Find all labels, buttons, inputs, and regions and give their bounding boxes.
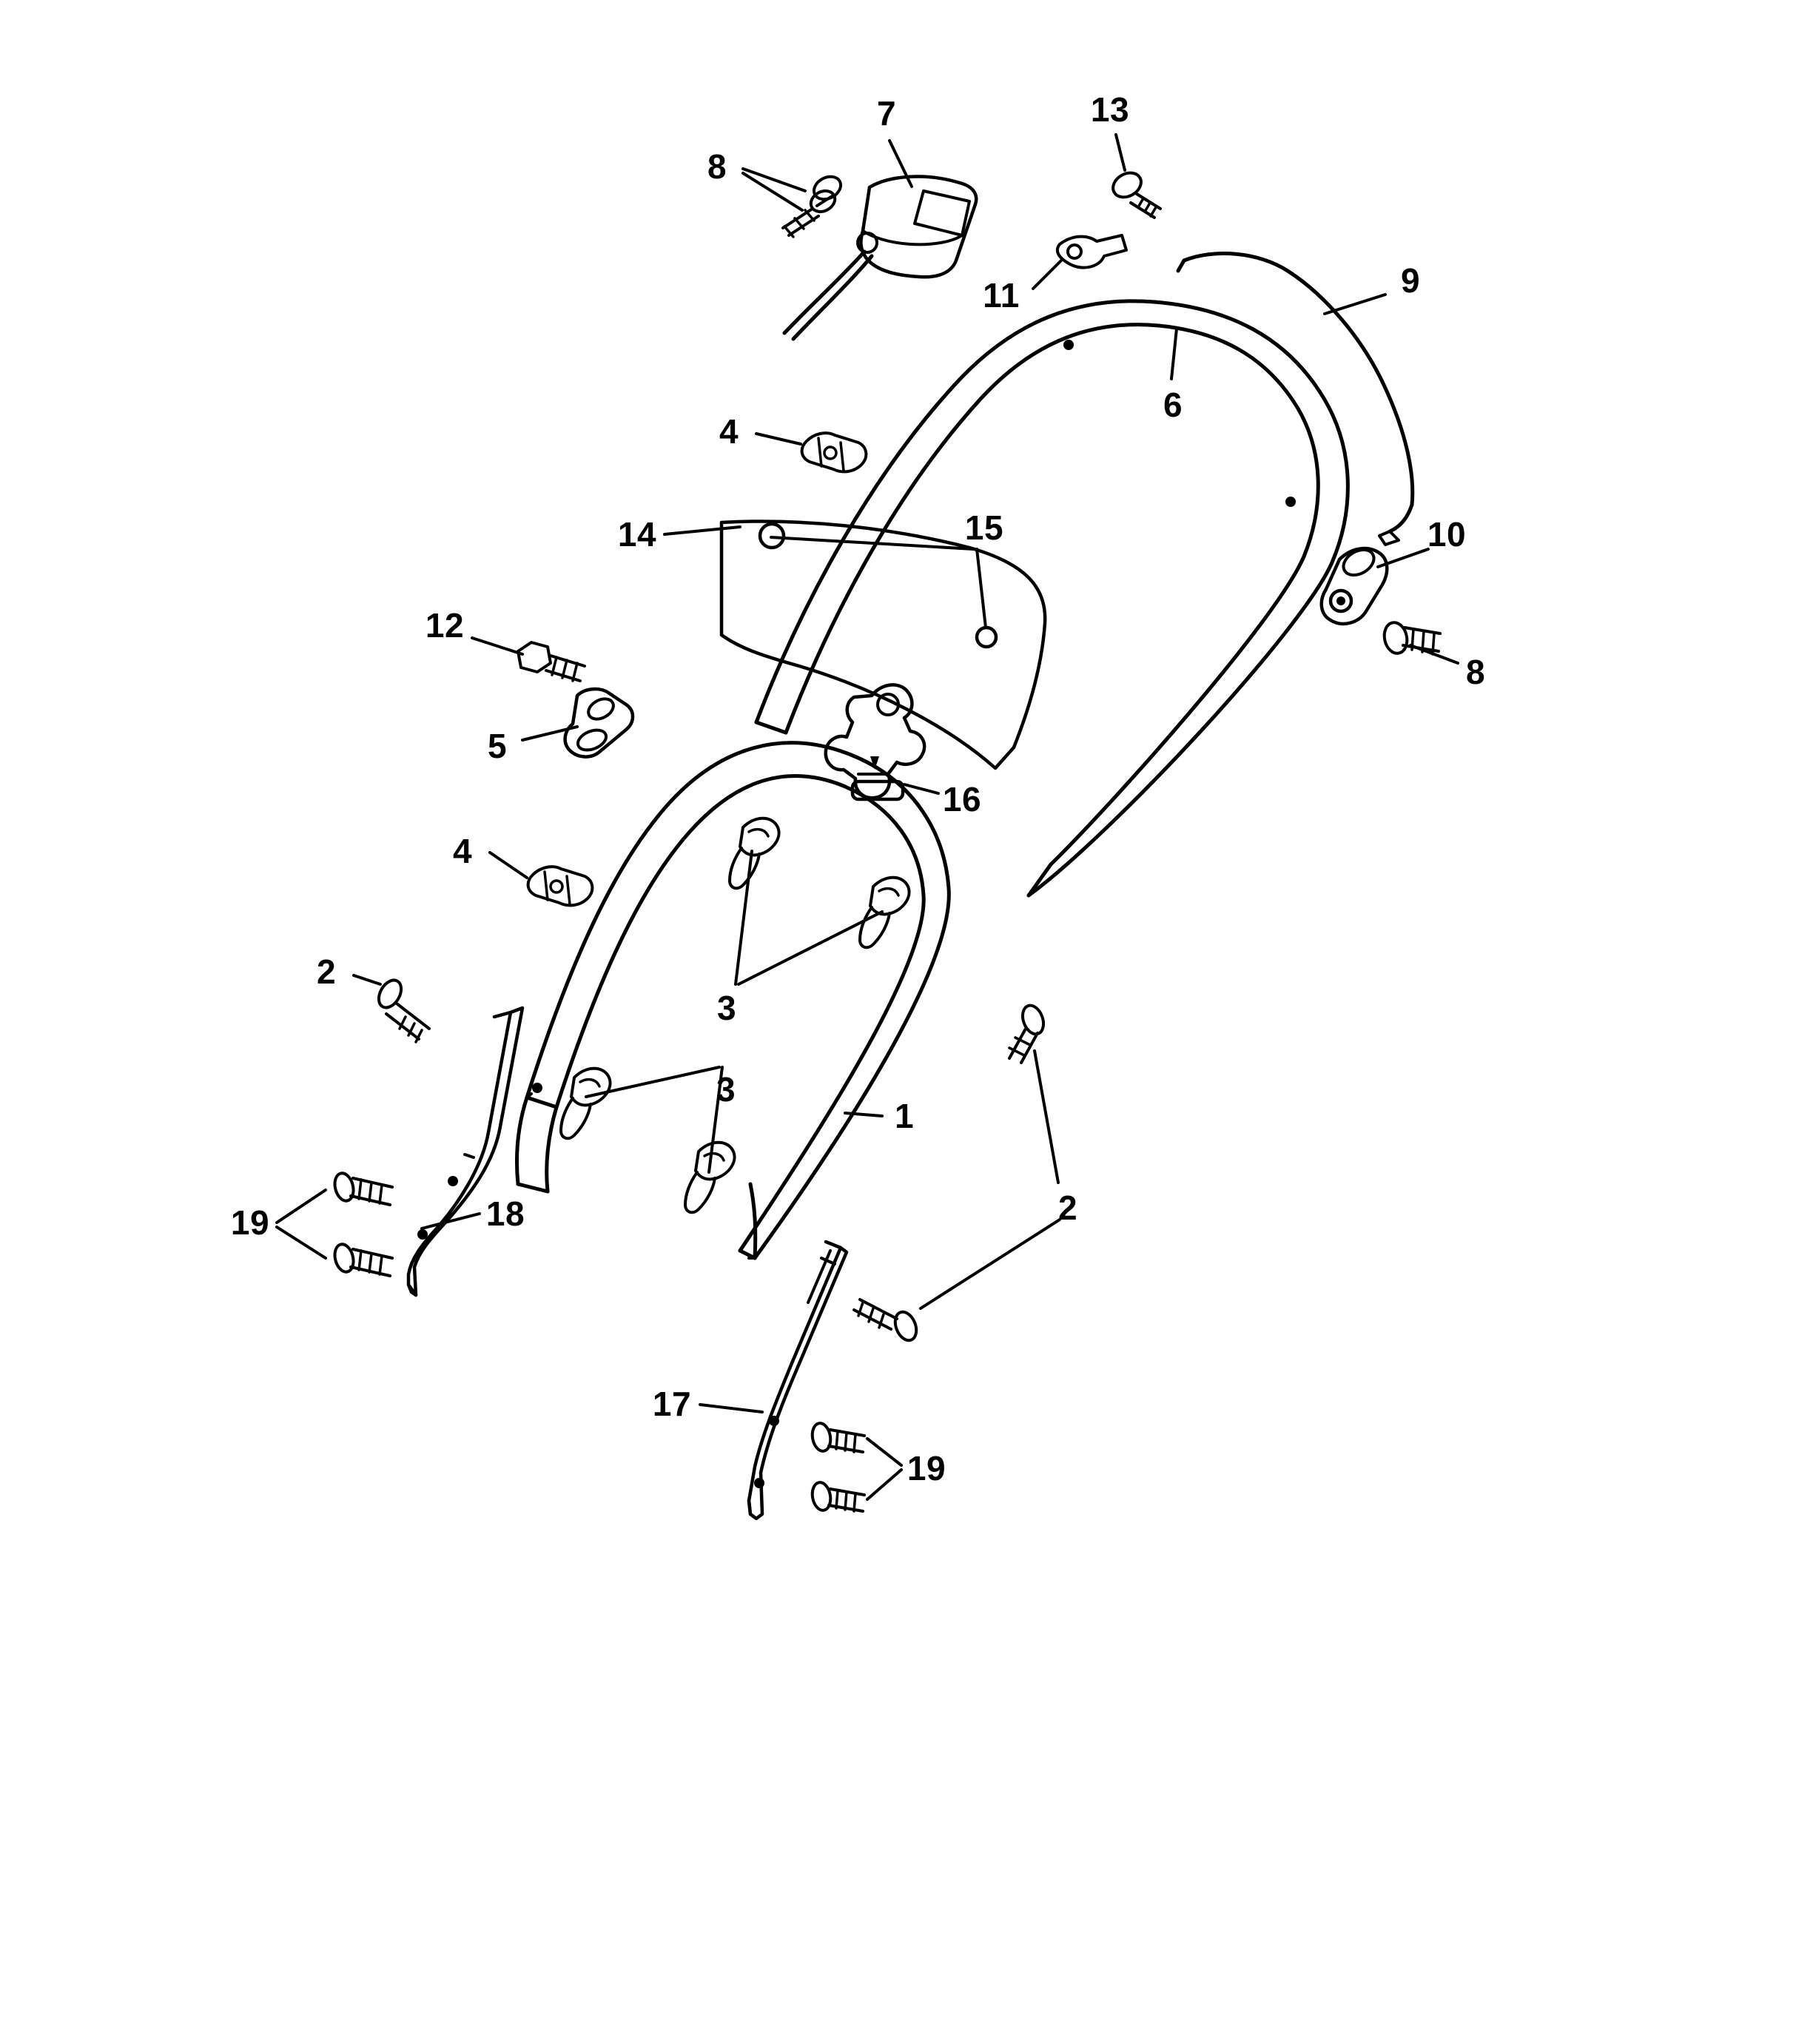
part-19-screw-right-b <box>810 1481 864 1512</box>
part-3-wing-knob-d <box>685 1143 735 1213</box>
callout-6: 6 <box>1163 386 1183 424</box>
part-7-switch-housing <box>784 177 976 339</box>
callout-8-a: 8 <box>707 147 727 186</box>
part-19-screw-left-b <box>332 1243 392 1276</box>
callout-2-a: 2 <box>316 952 337 991</box>
part-11-cable-end-fitting <box>1057 235 1126 268</box>
part-4-cable-clamp-lower <box>528 867 593 905</box>
callout-16: 16 <box>942 780 982 818</box>
callout-4-b: 4 <box>452 832 473 870</box>
part-14-control-panel-plate <box>722 521 1045 768</box>
part-4-cable-clamp-upper <box>802 433 867 471</box>
part-2-carriage-bolt-right-upper <box>1009 1003 1047 1063</box>
part-5-bracket-clip <box>565 689 633 757</box>
part-2-carriage-bolt-right-lower <box>854 1300 921 1343</box>
part-19-screw-left-a <box>332 1171 392 1205</box>
part-3-wing-knob-a <box>730 818 779 889</box>
part-6-upper-handle-bar <box>756 301 1348 895</box>
callout-9: 9 <box>1400 261 1421 300</box>
callout-8-b: 8 <box>1465 653 1486 691</box>
callout-18: 18 <box>485 1194 525 1233</box>
part-17-right-handle-bracket <box>749 1242 847 1519</box>
callout-3-b: 3 <box>716 1070 736 1109</box>
part-3-wing-knob-b <box>860 878 909 948</box>
part-13-screw <box>1109 168 1160 218</box>
callout-7: 7 <box>876 94 897 132</box>
part-2-carriage-bolt-left <box>374 976 429 1042</box>
callout-12: 12 <box>425 606 465 645</box>
callout-19-a: 19 <box>230 1203 270 1242</box>
callout-14: 14 <box>617 515 657 554</box>
callout-17: 17 <box>652 1385 692 1423</box>
callout-19-b: 19 <box>907 1449 946 1487</box>
part-10-rod-bushing <box>1322 545 1388 624</box>
part-19-screw-right-a <box>810 1422 864 1453</box>
part-12-hex-bolt <box>518 642 585 681</box>
part-18-left-handle-bracket <box>408 1008 522 1295</box>
callout-11: 11 <box>983 276 1020 315</box>
callout-5: 5 <box>487 727 508 765</box>
callout-4-a: 4 <box>719 412 739 451</box>
callout-1: 1 <box>894 1097 915 1135</box>
callout-10: 10 <box>1427 515 1467 554</box>
part-8-screw-right <box>1382 620 1440 655</box>
callout-13: 13 <box>1090 90 1130 129</box>
callout-2-b: 2 <box>1057 1189 1078 1227</box>
part-3-wing-knob-c <box>561 1069 611 1139</box>
leader-lines <box>277 135 1458 1499</box>
part-16-cable-guide-buckle <box>826 685 924 799</box>
callout-3-a: 3 <box>716 989 737 1027</box>
callout-15: 15 <box>964 508 1004 547</box>
